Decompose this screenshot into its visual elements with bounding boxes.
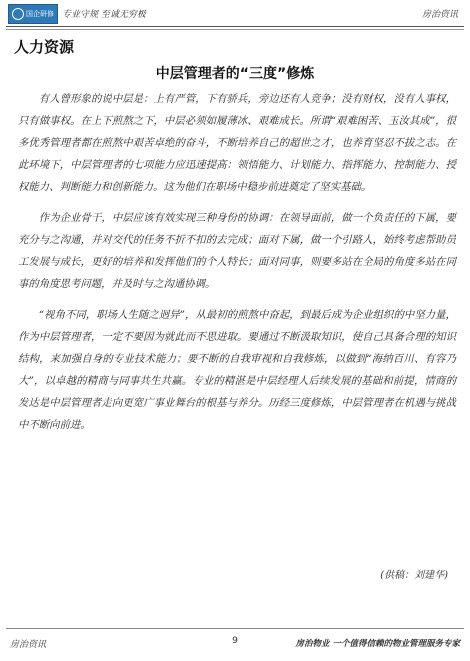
section-heading: 人力资源 <box>14 38 75 56</box>
article-body <box>18 88 456 445</box>
article-paragraph: 作为企业骨干，中层应该有效实现三种身份的协调：在领导面前，做一个负责任的下属，要充分与之沟通，并对交代的任务不折不扣的去完成；面对下属，做一个引路人，始终考虑帮助员工发展与成长，更好的培养和发挥他们的个人特长；面对同事，则要多站在全局的角度多站在同事的角度思考问题，并及时与之沟通协调。 <box>18 212 456 290</box>
header-divider <box>6 26 464 27</box>
article-title: 中层管理者的“三度”修炼 <box>155 66 315 82</box>
footer-divider <box>6 628 464 629</box>
footer-tagline: 房治物业 一个值得信赖的物业管理服务专家 <box>295 639 460 649</box>
page-number: 9 <box>232 636 238 646</box>
magazine-name: 房治资讯 <box>421 10 458 20</box>
header-divider-thin <box>6 29 464 30</box>
header-slogan: 专业守规 至诚无穷极 <box>62 10 146 20</box>
footer-magazine-name: 房治资讯 <box>10 640 47 650</box>
logo-text: 国企研修 <box>26 10 54 18</box>
company-logo <box>8 4 58 24</box>
page-header <box>0 0 470 28</box>
article-signature: (供稿：刘建华) <box>380 570 448 581</box>
article-paragraph: 有人曾形象的说中层是：上有严管，下有骄兵，旁边还有人竞争；没有财权，没有人事权，只有做事权。在上下煎熬之下，中层必须如履薄冰、艰难成长。所谓“艰难困苦、玉汝其成”，很多优秀管理者都在煎熬中艰苦卓绝的奋斗，不断培养自己的超世之才，也养育坚忍不拔之志。在此环境下，中层管理者的七项能力应迅速提高：领悟能力、计划能力、指挥能力、控制能力、授权能力、判断能力和创新能力。这为他们在职场中稳步前进奠定了坚实基础。 <box>18 93 456 193</box>
logo-emblem-icon <box>12 8 24 20</box>
article-paragraph: “视角不同，职场人生随之迥异”，从最初的煎熬中奋起，到最后成为企业组织的中坚力量，作为中层管理者，一定不要因为就此而不思进取。要通过不断汲取知识，使自己具备合理的知识结构，来加强自身的专业技术能力；要不断的自我审视和自我修炼，以做到“海纳百川、有容乃大”，以卓越的精商与同事共生共赢。专业的精湛是中层经理人后续发展的基础和前提，情商的发达是中层管理者走向更宽广事业舞台的根基与养分。历经三度修炼，中层管理者在机遇与挑战中不断向前进。 <box>18 309 456 431</box>
